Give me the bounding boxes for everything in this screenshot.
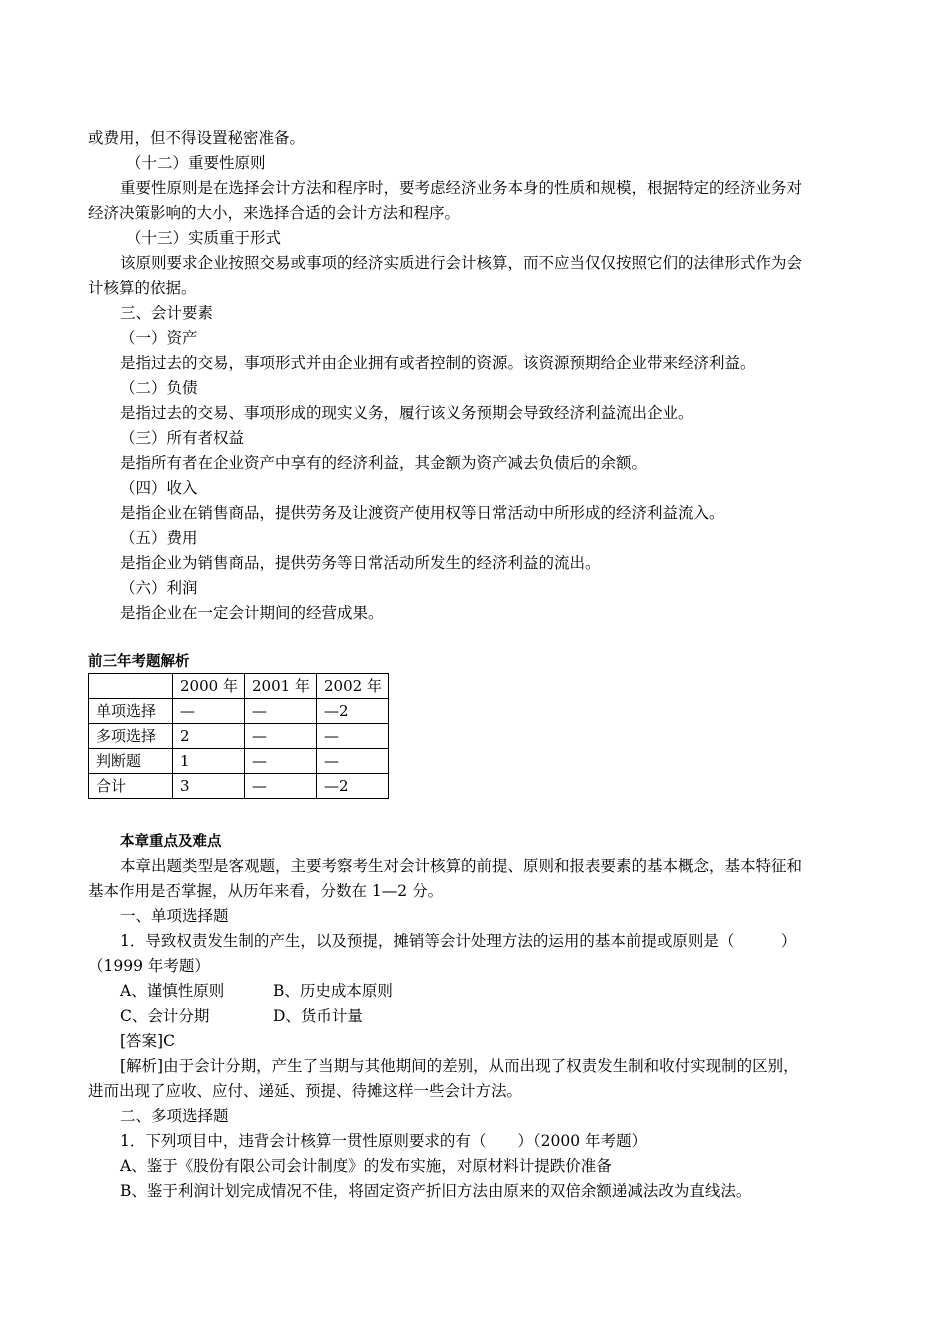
element-expenses-heading: （五）费用 <box>120 529 198 547</box>
question-1-line2: （1999 年考题） <box>88 957 210 975</box>
table-header-cell: 2002 年 <box>317 674 389 699</box>
heading-substance-over-form: （十三）实质重于形式 <box>126 229 282 247</box>
table-row <box>89 699 389 724</box>
table-cell: 多项选择 <box>89 724 173 749</box>
paragraph-materiality-line2: 经济决策影响的大小，来选择合适的会计方法和程序。 <box>88 204 461 222</box>
multi-question-1: 1．下列项目中，违背会计核算一贯性原则要求的有（ ）（2000 年考题） <box>120 1132 647 1150</box>
table-cell: — <box>173 699 245 724</box>
table-cell: — <box>317 749 389 774</box>
table-cell: — <box>245 774 317 799</box>
table-cell: —2 <box>317 774 389 799</box>
question-1-explanation-line1: [解析]由于会计分期，产生了当期与其他期间的差别，从而出现了权责发生制和收付实现制的区别， <box>120 1057 799 1075</box>
element-revenue-desc: 是指企业在销售商品，提供劳务及让渡资产使用权等日常活动中所形成的经济利益流入。 <box>120 504 725 522</box>
key-points-intro-line1: 本章出题类型是客观题，主要考察考生对会计核算的前提、原则和报表要素的基本概念，基本特征和 <box>120 857 803 875</box>
multi-question-1-option-a: A、鉴于《股份有限公司会计制度》的发布实施，对原材料计提跌价准备 <box>120 1157 612 1175</box>
table-cell: — <box>245 699 317 724</box>
multiple-choice-heading: 二、多项选择题 <box>120 1107 229 1125</box>
element-expenses-desc: 是指企业为销售商品，提供劳务等日常活动所发生的经济利益的流出。 <box>120 554 601 572</box>
heading-accounting-elements: 三、会计要素 <box>120 304 214 322</box>
question-1-line1: 1．导致权责发生制的产生，以及预提，摊销等会计处理方法的运用的基本前提或原则是（ ） <box>120 932 797 950</box>
paragraph-substance-line1: 该原则要求企业按照交易或事项的经济实质进行会计核算，而不应当仅仅按照它们的法律形式作为会 <box>120 254 803 272</box>
table-cell: — <box>245 749 317 774</box>
element-assets-desc: 是指过去的交易，事项形式并由企业拥有或者控制的资源。该资源预期给企业带来经济利益。 <box>120 354 756 372</box>
element-profit-heading: （六）利润 <box>120 579 198 597</box>
table-cell: 单项选择 <box>89 699 173 724</box>
table-header-row <box>89 674 389 699</box>
paragraph-substance-line2: 计核算的依据。 <box>88 279 197 297</box>
table-cell: 合计 <box>89 774 173 799</box>
element-assets-heading: （一）资产 <box>120 329 198 347</box>
table-row <box>89 749 389 774</box>
exam-table-title: 前三年考题解析 <box>88 654 190 670</box>
single-choice-heading: 一、单项选择题 <box>120 907 229 925</box>
table-header-cell: 2000 年 <box>173 674 245 699</box>
question-1-explanation-line2: 进而出现了应收、应付、递延、预提、待摊这样一些会计方法。 <box>88 1082 523 1100</box>
question-1-option-d: D、货币计量 <box>273 1007 363 1025</box>
table-cell: —2 <box>317 699 389 724</box>
question-1-option-c: C、会计分期 <box>120 1007 210 1025</box>
element-profit-desc: 是指企业在一定会计期间的经营成果。 <box>120 604 384 622</box>
key-points-intro-line2: 基本作用是否掌握，从历年来看，分数在 1—2 分。 <box>88 882 444 900</box>
table-cell: 判断题 <box>89 749 173 774</box>
multi-question-1-option-b: B、鉴于利润计划完成情况不佳，将固定资产折旧方法由原来的双倍余额递减法改为直线法。 <box>120 1182 752 1200</box>
table-row <box>89 724 389 749</box>
table-cell: 3 <box>173 774 245 799</box>
element-equity-heading: （三）所有者权益 <box>120 429 245 447</box>
exam-stats-table <box>88 673 389 799</box>
table-row <box>89 774 389 799</box>
table-header-cell: 2001 年 <box>245 674 317 699</box>
element-liabilities-desc: 是指过去的交易、事项形成的现实义务，履行该义务预期会导致经济利益流出企业。 <box>120 404 694 422</box>
table-header-cell <box>89 674 173 699</box>
table-cell: — <box>317 724 389 749</box>
table-cell: 2 <box>173 724 245 749</box>
element-liabilities-heading: （二）负债 <box>120 379 198 397</box>
table-cell: — <box>245 724 317 749</box>
element-equity-desc: 是指所有者在企业资产中享有的经济利益，其金额为资产减去负债后的余额。 <box>120 454 648 472</box>
key-points-title: 本章重点及难点 <box>120 834 222 850</box>
question-1-option-b: B、历史成本原则 <box>273 982 393 1000</box>
paragraph-materiality-line1: 重要性原则是在选择会计方法和程序时，要考虑经济业务本身的性质和规模，根据特定的经济业务对 <box>120 179 803 197</box>
element-revenue-heading: （四）收入 <box>120 479 198 497</box>
question-1-answer: [答案]C <box>120 1032 175 1050</box>
table-cell: 1 <box>173 749 245 774</box>
continuation-line: 或费用，但不得设置秘密准备。 <box>88 129 306 147</box>
question-1-option-a: A、谨慎性原则 <box>120 982 225 1000</box>
heading-materiality: （十二）重要性原则 <box>126 154 266 172</box>
